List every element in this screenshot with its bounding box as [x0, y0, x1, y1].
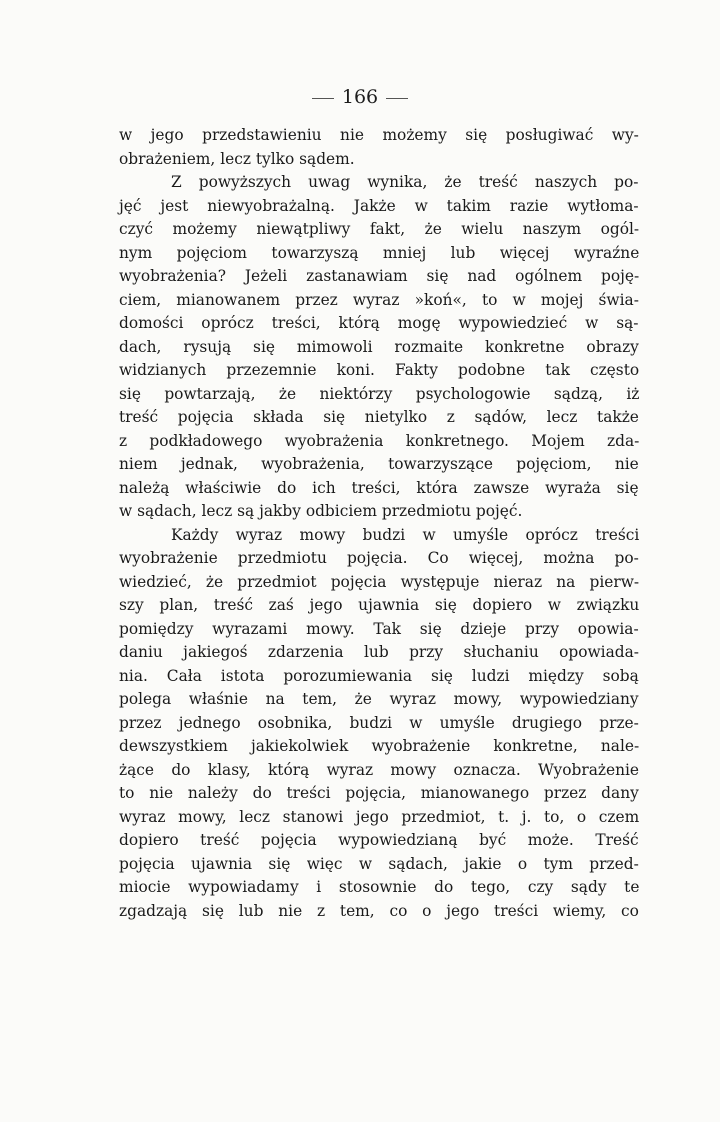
text-line: szy plan, treść zaś jego ujawnia się dopiero w związku — [119, 596, 640, 614]
text-line: zgadzają się lub nie z tem, co o jego treści wiemy, co — [119, 901, 639, 920]
text-line: wyraz mowy, lecz stanowi jego przedmiot, t. j. to, o czem — [119, 807, 640, 826]
text-line: z podkładowego wyobrażenia konkretnego. Mojem zda- — [119, 431, 640, 450]
text-line: Każdy wyraz mowy budzi w umyśle oprócz treści — [171, 525, 640, 544]
text-line: w jego przedstawieniu nie możemy się posługiwać wy- — [119, 126, 639, 144]
header-dash-right — [386, 98, 408, 99]
text-line: widzianych przezemnie koni. Fakty podobne tak często — [119, 361, 640, 379]
text-line: dopiero treść pojęcia wypowiedzianą być może. Treść — [119, 831, 639, 849]
text-line: wyobrażenie przedmiotu pojęcia. Co więcej, można po- — [119, 549, 639, 567]
text-line: pojęcia ujawnia się więc w sądach, jakie o tym przed- — [119, 854, 639, 873]
text-line: daniu jakiegoś zdarzenia lub przy słuchaniu opowiada- — [119, 643, 640, 661]
text-line: należą właściwie do ich treści, która zawsze wyraża się — [119, 478, 639, 497]
text-line: jęć jest niewyobrażalną. Jakże w takim razie wytłoma- — [119, 196, 639, 215]
text-line: niem jednak, wyobrażenia, towarzyszące pojęciom, nie — [119, 455, 639, 473]
text-line: domości oprócz treści, którą mogę wypowiedzieć w są- — [119, 314, 639, 332]
text-line: to nie należy do treści pojęcia, mianowanego przez dany — [119, 784, 639, 802]
text-line: miocie wypowiadamy i stosownie do tego, czy sądy te — [119, 878, 640, 896]
text-line: przez jednego osobnika, budzi w umyśle drugiego prze- — [119, 713, 639, 732]
text-line: się powtarzają, że niektórzy psychologowie sądzą, iż — [119, 384, 640, 403]
text-line: treść pojęcia składa się nietylko z sądów, lecz także — [119, 408, 639, 426]
text-line: wiedzieć, że przedmiot pojęcia występuje nieraz na pierw- — [119, 572, 640, 591]
text-line: czyć możemy niewątpliwy fakt, że wielu naszym ogól- — [119, 220, 640, 238]
text-line: ciem, mianowanem przez wyraz »koń«, to w mojej świa- — [119, 290, 639, 309]
text-line: żące do klasy, którą wyraz mowy oznacza. Wyobrażenie — [119, 760, 640, 779]
text-line: nia. Cała istota porozumiewania się ludzi między sobą — [119, 666, 639, 685]
text-line: dach, rysują się mimowoli rozmaite konkretne obrazy — [119, 337, 639, 356]
text-line: dewszystkiem jakiekolwiek wyobrażenie konkretne, nale- — [119, 737, 640, 755]
text-line: nym pojęciom towarzyszą mniej lub więcej wyraźne — [119, 243, 640, 262]
page-header — [0, 86, 720, 108]
text-line: Z powyższych uwag wynika, że treść naszych po- — [171, 173, 639, 191]
page-number: 166 — [341, 86, 379, 108]
text-line: obrażeniem, lecz tylko sądem. — [119, 149, 355, 168]
text-line: wyobrażenia? Jeżeli zastanawiam się nad ogólnem poję- — [119, 267, 640, 285]
text-line: w sądach, lecz są jakby odbiciem przedmiotu pojęć. — [119, 502, 523, 520]
header-dash-left — [312, 98, 334, 99]
text-line: pomiędzy wyrazami mowy. Tak się dzieje przy opowia- — [119, 619, 639, 638]
text-line: polega właśnie na tem, że wyraz mowy, wypowiedziany — [119, 690, 639, 708]
body-text — [119, 124, 639, 923]
